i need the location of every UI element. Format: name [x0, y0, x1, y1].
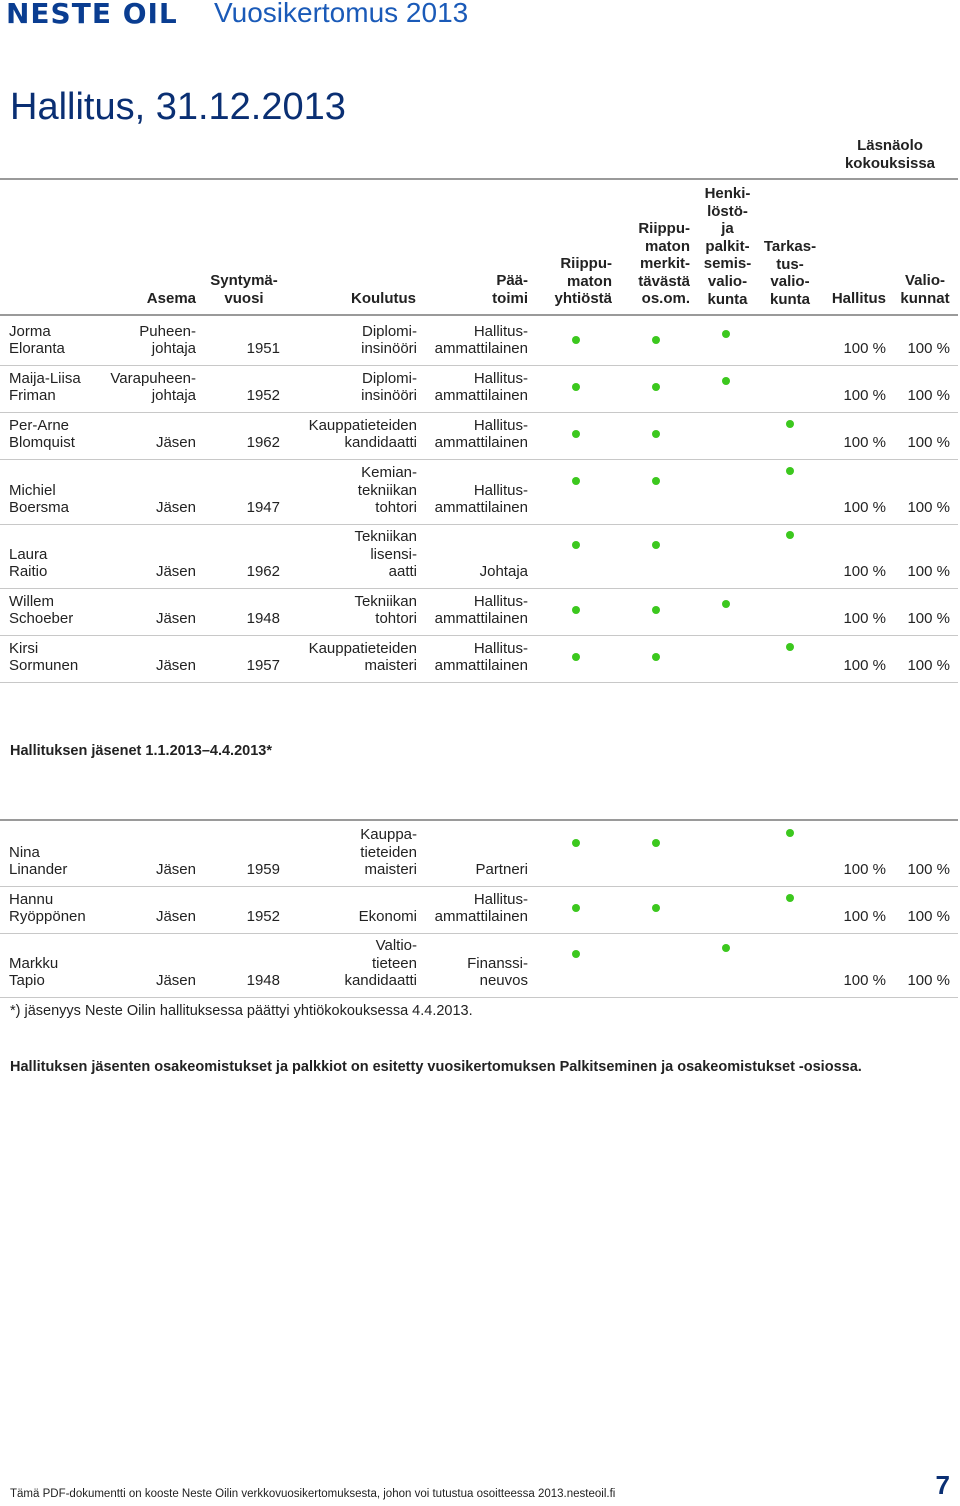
member-name: Per-Arne Blomquist	[9, 416, 75, 452]
member-education: Tekniikan tohtori	[354, 592, 417, 628]
member-birth-year: 1957	[246, 657, 280, 675]
member-name: Maija-Liisa Friman	[9, 369, 81, 405]
row-divider	[0, 459, 958, 460]
page-title: Hallitus, 31.12.2013	[10, 86, 346, 128]
row-divider	[0, 682, 958, 683]
indicator-dot	[722, 330, 730, 338]
indicator-dot	[722, 944, 730, 952]
member-name: Hannu Ryöppönen	[9, 890, 86, 926]
row-divider	[0, 588, 958, 589]
indicator-dot	[652, 653, 660, 661]
member-birth-year: 1962	[246, 563, 280, 581]
member-birth-year: 1962	[246, 434, 280, 452]
indicator-dot	[572, 606, 580, 614]
member-birth-year: 1948	[246, 972, 280, 990]
committee-attendance: 100 %	[907, 499, 950, 517]
member-education: Kauppatieteiden maisteri	[308, 639, 417, 675]
member-main-occupation: Hallitus- ammattilainen	[434, 481, 528, 517]
member-main-occupation: Johtaja	[479, 563, 528, 581]
member-main-occupation: Partneri	[475, 861, 528, 879]
indicator-dot	[786, 531, 794, 539]
header-riippumaton-yhtiosta: Riippu- maton yhtiöstä	[554, 255, 612, 308]
member-main-occupation: Finanssi- neuvos	[467, 954, 528, 990]
member-position: Jäsen	[155, 861, 196, 879]
committee-attendance: 100 %	[907, 434, 950, 452]
member-birth-year: 1952	[246, 387, 280, 405]
header-tarkastusvaliokunta: Tarkas- tus- valio- kunta	[763, 238, 817, 308]
page-number: 7	[935, 1470, 950, 1500]
member-position: Jäsen	[155, 610, 196, 628]
indicator-dot	[572, 653, 580, 661]
indicator-dot	[652, 904, 660, 912]
member-name: Markku Tapio	[9, 954, 59, 990]
board-attendance: 100 %	[843, 434, 886, 452]
board-attendance: 100 %	[843, 972, 886, 990]
member-name: Jorma Eloranta	[9, 322, 65, 358]
indicator-dot	[652, 430, 660, 438]
indicator-dot	[572, 336, 580, 344]
board-attendance: 100 %	[843, 499, 886, 517]
member-education: Valtio- tieteen kandidaatti	[344, 937, 417, 990]
member-position: Puheen- johtaja	[139, 322, 196, 358]
member-birth-year: 1952	[246, 908, 280, 926]
committee-attendance: 100 %	[907, 657, 950, 675]
member-position: Varapuheen- johtaja	[110, 369, 196, 405]
header-henkilosto-valiokunta: Henki- löstö- ja palkit- semis- valio- kunta	[703, 185, 752, 308]
board-attendance: 100 %	[843, 657, 886, 675]
member-education: Kauppa- tieteiden maisteri	[360, 826, 417, 879]
header-top-rule	[0, 178, 958, 180]
committee-attendance: 100 %	[907, 340, 950, 358]
member-education: Kauppatieteiden kandidaatti	[308, 416, 417, 452]
board-attendance: 100 %	[843, 387, 886, 405]
indicator-dot	[572, 904, 580, 912]
row-divider	[0, 886, 958, 887]
indicator-dot	[652, 839, 660, 847]
header-syntymavuosi: Syntymä- vuosi	[210, 272, 278, 307]
member-position: Jäsen	[155, 972, 196, 990]
member-birth-year: 1947	[246, 499, 280, 517]
row-divider	[0, 412, 958, 413]
member-education: Tekniikan lisensi- aatti	[354, 528, 417, 581]
indicator-dot	[786, 643, 794, 651]
row-divider	[0, 997, 958, 998]
member-name: Laura Raitio	[9, 545, 48, 581]
member-birth-year: 1948	[246, 610, 280, 628]
indicator-dot	[572, 477, 580, 485]
indicator-dot	[652, 477, 660, 485]
committee-attendance: 100 %	[907, 972, 950, 990]
indicator-dot	[722, 600, 730, 608]
board-attendance: 100 %	[843, 340, 886, 358]
member-education: Kemian- tekniikan tohtori	[357, 464, 417, 517]
member-position: Jäsen	[155, 908, 196, 926]
committee-attendance: 100 %	[907, 563, 950, 581]
header-attendance-group: Läsnäolo kokouksissa	[844, 137, 936, 172]
indicator-dot	[572, 430, 580, 438]
committee-attendance: 100 %	[907, 861, 950, 879]
indicator-dot	[786, 420, 794, 428]
row-divider	[0, 524, 958, 525]
member-name: Michiel Boersma	[9, 481, 70, 517]
row-divider	[0, 635, 958, 636]
indicator-dot	[786, 829, 794, 837]
row-divider	[0, 365, 958, 366]
former-members-title: Hallituksen jäsenet 1.1.2013–4.4.2013*	[10, 743, 272, 759]
shareholding-note: Hallituksen jäsenten osakeomistukset ja palkkiot on esitetty vuosikertomuksen Palkitseminen ja osakeomistukset -osiossa.	[10, 1059, 862, 1075]
member-main-occupation: Hallitus- ammattilainen	[434, 369, 528, 405]
member-main-occupation: Hallitus- ammattilainen	[434, 322, 528, 358]
board-attendance: 100 %	[843, 563, 886, 581]
indicator-dot	[652, 606, 660, 614]
member-position: Jäsen	[155, 657, 196, 675]
indicator-dot	[786, 894, 794, 902]
indicator-dot	[572, 950, 580, 958]
page-header	[0, 0, 960, 34]
committee-attendance: 100 %	[907, 908, 950, 926]
member-main-occupation: Hallitus- ammattilainen	[434, 639, 528, 675]
indicator-dot	[786, 467, 794, 475]
header-asema: Asema	[146, 290, 196, 307]
indicator-dot	[572, 383, 580, 391]
member-education: Diplomi- insinööri	[361, 369, 417, 405]
header-hallitus: Hallitus	[831, 290, 886, 307]
neste-oil-logo: NESTE OIL	[6, 0, 178, 30]
member-name: Kirsi Sormunen	[9, 639, 79, 675]
former-table-top-rule	[0, 819, 958, 821]
report-subtitle: Vuosikertomus 2013	[214, 0, 469, 28]
header-koulutus: Koulutus	[351, 290, 416, 307]
board-attendance: 100 %	[843, 908, 886, 926]
row-divider	[0, 933, 958, 934]
member-education: Ekonomi	[358, 908, 417, 926]
member-main-occupation: Hallitus- ammattilainen	[434, 416, 528, 452]
member-birth-year: 1951	[246, 340, 280, 358]
committee-attendance: 100 %	[907, 387, 950, 405]
indicator-dot	[572, 839, 580, 847]
member-position: Jäsen	[155, 563, 196, 581]
member-name: Willem Schoeber	[9, 592, 74, 628]
board-attendance: 100 %	[843, 861, 886, 879]
indicator-dot	[722, 377, 730, 385]
indicator-dot	[652, 336, 660, 344]
indicator-dot	[572, 541, 580, 549]
page-footer: Tämä PDF-dokumentti on kooste Neste Oilin verkkovuosikertomuksesta, johon voi tutustua osoitteessa 2013.nesteoil.fi	[10, 1488, 616, 1500]
committee-attendance: 100 %	[907, 610, 950, 628]
member-name: Nina Linander	[9, 843, 68, 879]
footnote: *) jäsenyys Neste Oilin hallituksessa päättyi yhtiökokouksessa 4.4.2013.	[10, 1003, 473, 1019]
member-birth-year: 1959	[246, 861, 280, 879]
member-position: Jäsen	[155, 434, 196, 452]
member-main-occupation: Hallitus- ammattilainen	[434, 592, 528, 628]
member-education: Diplomi- insinööri	[361, 322, 417, 358]
board-attendance: 100 %	[843, 610, 886, 628]
header-riippumaton-merkittavasta: Riippu- maton merkit- tävästä os.om.	[638, 220, 690, 308]
header-bottom-rule	[0, 314, 958, 316]
header-paatoimi: Pää- toimi	[492, 272, 528, 307]
member-position: Jäsen	[155, 499, 196, 517]
header-valiokunnat: Valio- kunnat	[900, 272, 950, 307]
indicator-dot	[652, 383, 660, 391]
indicator-dot	[652, 541, 660, 549]
member-main-occupation: Hallitus- ammattilainen	[434, 890, 528, 926]
